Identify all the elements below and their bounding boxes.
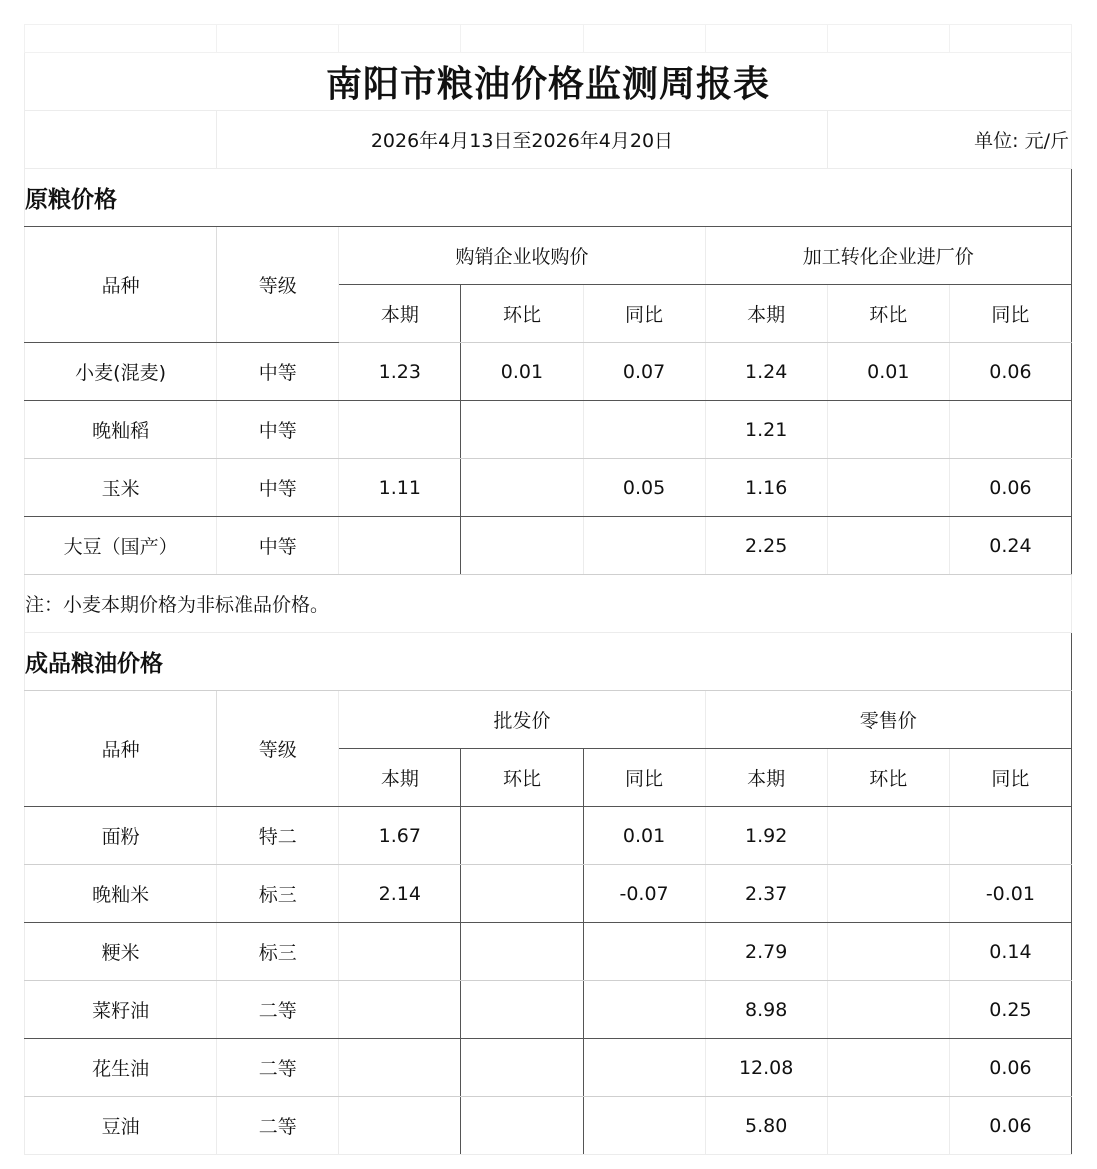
cell-variety: 花生油	[25, 1039, 217, 1097]
cell-value	[827, 865, 949, 923]
table-row	[25, 343, 1072, 401]
footnote: 注：小麦本期价格为非标准品价格。	[25, 575, 1072, 633]
table-row	[25, 1039, 1072, 1097]
cell-value	[461, 981, 583, 1039]
cell-value	[339, 517, 461, 575]
subheader: 同比	[949, 285, 1071, 343]
blank-row	[25, 25, 1072, 53]
subheader: 同比	[583, 749, 705, 807]
cell-value	[827, 1097, 949, 1155]
cell-variety: 晚籼稻	[25, 401, 217, 459]
cell-value	[949, 807, 1071, 865]
cell-value	[339, 1039, 461, 1097]
cell-variety: 菜籽油	[25, 981, 217, 1039]
cell-value: 2.37	[705, 865, 827, 923]
cell-value	[827, 517, 949, 575]
table-row	[25, 517, 1072, 575]
header-row	[25, 227, 1072, 285]
cell-grade: 中等	[217, 401, 339, 459]
cell-value: 2.79	[705, 923, 827, 981]
cell-grade: 标三	[217, 923, 339, 981]
cell-value	[461, 923, 583, 981]
subheader: 环比	[827, 285, 949, 343]
subheader: 同比	[583, 285, 705, 343]
cell-grade: 二等	[217, 981, 339, 1039]
group-header-retail: 零售价	[705, 691, 1071, 749]
date-range: 2026年4月13日至2026年4月20日	[217, 111, 828, 169]
cell-value: 0.25	[949, 981, 1071, 1039]
cell-grade: 中等	[217, 343, 339, 401]
cell-variety: 玉米	[25, 459, 217, 517]
cell-variety: 小麦(混麦)	[25, 343, 217, 401]
cell-value: 1.21	[705, 401, 827, 459]
cell-variety: 晚籼米	[25, 865, 217, 923]
cell-value	[827, 923, 949, 981]
subheader: 本期	[705, 749, 827, 807]
cell-grade: 二等	[217, 1097, 339, 1155]
cell-value	[339, 401, 461, 459]
table-row	[25, 923, 1072, 981]
cell-variety: 粳米	[25, 923, 217, 981]
col-variety-header: 品种	[25, 691, 217, 807]
group-header-purchase: 购销企业收购价	[339, 227, 705, 285]
cell-variety: 大豆（国产）	[25, 517, 217, 575]
table-row	[25, 981, 1072, 1039]
cell-value: 12.08	[705, 1039, 827, 1097]
table-row	[25, 1097, 1072, 1155]
cell-value	[461, 459, 583, 517]
cell-value: 0.06	[949, 343, 1071, 401]
cell-value	[461, 401, 583, 459]
cell-value: 1.92	[705, 807, 827, 865]
cell-value: 1.24	[705, 343, 827, 401]
section-heading-raw-grain: 原粮价格	[25, 169, 1072, 227]
cell-value: -0.01	[949, 865, 1071, 923]
section-heading-finished-grain-oil: 成品粮油价格	[25, 633, 1072, 691]
cell-grade: 中等	[217, 517, 339, 575]
title-row	[25, 53, 1072, 111]
cell-value: 1.67	[339, 807, 461, 865]
cell-variety: 面粉	[25, 807, 217, 865]
cell-value	[827, 459, 949, 517]
cell-value	[461, 1097, 583, 1155]
cell-value	[583, 923, 705, 981]
table-row	[25, 807, 1072, 865]
cell-value	[339, 981, 461, 1039]
cell-value: 0.01	[461, 343, 583, 401]
cell-value	[583, 401, 705, 459]
col-grade-header: 等级	[217, 691, 339, 807]
cell-value: 0.05	[583, 459, 705, 517]
cell-value: 0.06	[949, 459, 1071, 517]
unit-label: 单位: 元/斤	[827, 111, 1071, 169]
price-report-sheet	[24, 24, 1072, 1155]
cell-value	[827, 807, 949, 865]
subheader: 同比	[949, 749, 1071, 807]
subheader: 环比	[827, 749, 949, 807]
page-title: 南阳市粮油价格监测周报表	[25, 53, 1072, 111]
section-heading-row	[25, 633, 1072, 691]
cell-value: 0.06	[949, 1097, 1071, 1155]
subheader: 本期	[339, 285, 461, 343]
cell-variety: 豆油	[25, 1097, 217, 1155]
cell-value	[461, 1039, 583, 1097]
cell-value	[827, 401, 949, 459]
cell-value: 2.14	[339, 865, 461, 923]
cell-value: 8.98	[705, 981, 827, 1039]
cell-value: 1.23	[339, 343, 461, 401]
cell-value	[583, 1097, 705, 1155]
cell-value: 0.01	[827, 343, 949, 401]
cell-value	[339, 923, 461, 981]
cell-value	[461, 517, 583, 575]
cell-grade: 二等	[217, 1039, 339, 1097]
cell-value	[827, 981, 949, 1039]
cell-value: 1.16	[705, 459, 827, 517]
cell-grade: 中等	[217, 459, 339, 517]
cell-grade: 标三	[217, 865, 339, 923]
col-grade-header: 等级	[217, 227, 339, 343]
subheader: 环比	[461, 285, 583, 343]
cell-value: 0.01	[583, 807, 705, 865]
report-table	[24, 24, 1072, 1155]
group-header-factory: 加工转化企业进厂价	[705, 227, 1071, 285]
cell-value	[827, 1039, 949, 1097]
cell-value	[583, 517, 705, 575]
date-row	[25, 111, 1072, 169]
cell-value: 2.25	[705, 517, 827, 575]
cell-grade: 特二	[217, 807, 339, 865]
cell-value	[461, 865, 583, 923]
cell-value: 0.24	[949, 517, 1071, 575]
cell-value: -0.07	[583, 865, 705, 923]
col-variety-header: 品种	[25, 227, 217, 343]
section-heading-row	[25, 169, 1072, 227]
cell-value: 5.80	[705, 1097, 827, 1155]
cell-value	[949, 401, 1071, 459]
cell-value	[583, 981, 705, 1039]
cell-value	[339, 1097, 461, 1155]
cell-value	[583, 1039, 705, 1097]
cell-value: 0.07	[583, 343, 705, 401]
cell-value: 1.11	[339, 459, 461, 517]
group-header-wholesale: 批发价	[339, 691, 705, 749]
note-row	[25, 575, 1072, 633]
header-row	[25, 691, 1072, 749]
subheader: 环比	[461, 749, 583, 807]
table-row	[25, 401, 1072, 459]
subheader: 本期	[339, 749, 461, 807]
cell-value: 0.14	[949, 923, 1071, 981]
cell-value: 0.06	[949, 1039, 1071, 1097]
cell-value	[461, 807, 583, 865]
subheader: 本期	[705, 285, 827, 343]
table-row	[25, 865, 1072, 923]
table-row	[25, 459, 1072, 517]
